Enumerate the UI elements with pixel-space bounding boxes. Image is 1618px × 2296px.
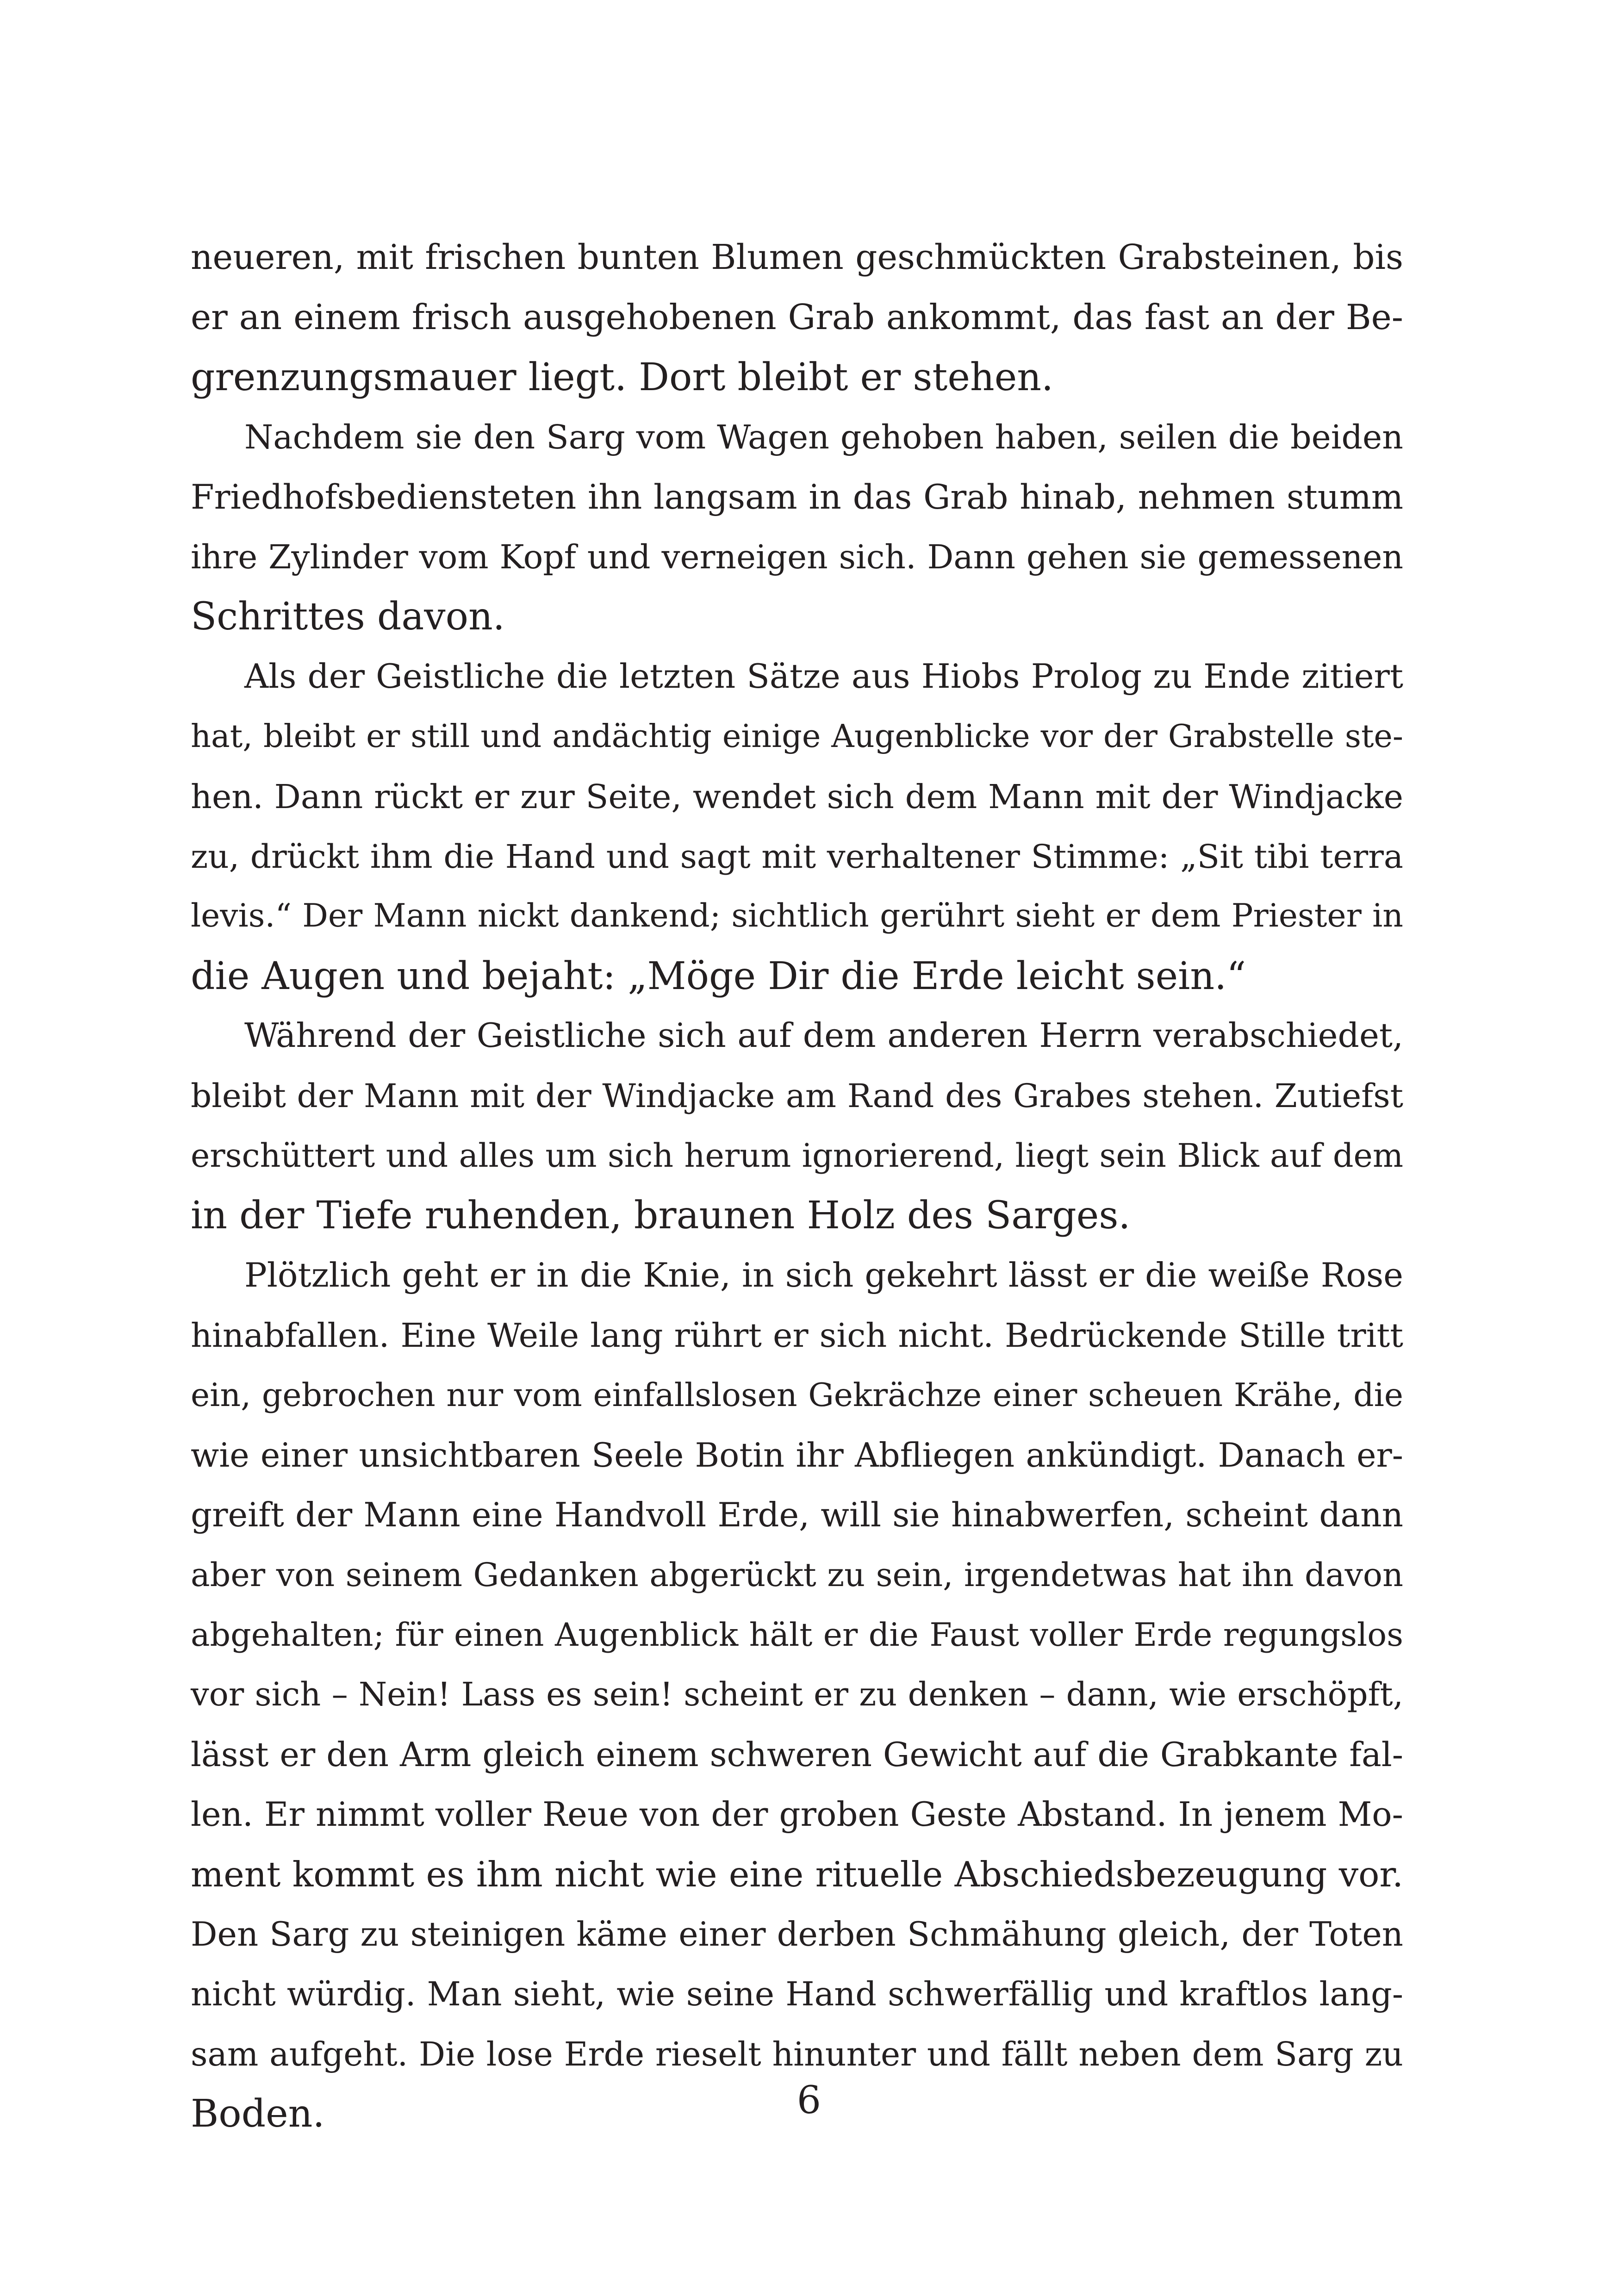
text-line: vor sich – Nein! Lass es sein! scheint er zu denken – dann, wie erschöpft, [191, 1675, 1403, 1714]
text-line: Den Sarg zu steinigen käme einer derben Schmähung gleich, der Toten [191, 1914, 1403, 1954]
text-line: nicht würdig. Man sieht, wie seine Hand schwerfällig und kraftlos lang- [191, 1975, 1403, 2014]
text-line: hat, bleibt er still und andächtig einige Augenblicke vor der Grabstelle ste- [191, 718, 1403, 755]
text-line: Nachdem sie den Sarg vom Wagen gehoben haben, seilen die beiden [244, 418, 1403, 457]
text-line: neueren, mit frischen bunten Blumen geschmückten Grabsteinen, bis [191, 238, 1403, 277]
text-line: ein, gebrochen nur vom einfallslosen Gekrächze einer scheuen Krähe, die [191, 1376, 1403, 1414]
text-line: aber von seinem Gedanken abgerückt zu sein, irgendetwas hat ihn davon [191, 1556, 1403, 1594]
text-line: zu, drückt ihm die Hand und sagt mit verhaltener Stimme: „Sit tibi terra [191, 837, 1403, 876]
text-line: greift der Mann eine Handvoll Erde, will sie hinabwerfen, scheint dann [191, 1495, 1403, 1535]
text-line: levis.“ Der Mann nickt dankend; sichtlich gerührt sieht er dem Priester in [191, 897, 1403, 935]
text-line: Friedhofsbediensteten ihn langsam in das Grab hinab, nehmen stumm [191, 477, 1403, 517]
text-line: grenzungsmauer liegt. Dort bleibt er stehen. [191, 355, 1054, 399]
text-line: erschüttert und alles um sich herum ignorierend, liegt sein Blick auf dem [191, 1137, 1403, 1175]
text-line: hen. Dann rückt er zur Seite, wendet sich dem Mann mit der Windjacke [191, 777, 1403, 816]
text-line: lässt er den Arm gleich einem schweren Gewicht auf die Grabkante fal- [191, 1735, 1403, 1774]
text-line: die Augen und bejaht: „Möge Dir die Erde leicht sein.“ [191, 954, 1246, 998]
text-line: wie einer unsichtbaren Seele Botin ihr Abfliegen ankündigt. Danach er- [191, 1435, 1403, 1475]
text-line: Als der Geistliche die letzten Sätze aus Hiobs Prolog zu Ende zitiert [244, 657, 1403, 696]
text-line: Während der Geistliche sich auf dem anderen Herrn verabschiedet, [244, 1016, 1403, 1056]
text-line: abgehalten; für einen Augenblick hält er die Faust voller Erde regungslos [191, 1616, 1403, 1654]
page-number: 6 [797, 2078, 821, 2122]
text-line: ihre Zylinder vom Kopf und verneigen sich. Dann gehen sie gemessenen [191, 537, 1403, 576]
text-line: in der Tiefe ruhenden, braunen Holz des Sarges. [191, 1194, 1131, 1238]
text-line: hinabfallen. Eine Weile lang rührt er sich nicht. Bedrückende Stille tritt [191, 1316, 1403, 1355]
body-text [191, 228, 1403, 2144]
text-line: Schrittes davon. [191, 595, 505, 639]
text-line: bleibt der Mann mit der Windjacke am Rand des Grabes stehen. Zutiefst [191, 1076, 1403, 1115]
text-line: er an einem frisch ausgehobenen Grab ankommt, das fast an der Be- [191, 297, 1403, 338]
text-line: len. Er nimmt voller Reue von der groben Geste Abstand. In jenem Mo- [191, 1795, 1403, 1834]
text-line: Plötzlich geht er in die Knie, in sich gekehrt lässt er die weiße Rose [244, 1256, 1403, 1295]
text-line: Boden. [191, 2092, 325, 2136]
text-line: ment kommt es ihm nicht wie eine rituelle Abschiedsbezeugung vor. [191, 1854, 1403, 1895]
text-line: sam aufgeht. Die lose Erde rieselt hinunter und fällt neben dem Sarg zu [191, 2035, 1403, 2073]
